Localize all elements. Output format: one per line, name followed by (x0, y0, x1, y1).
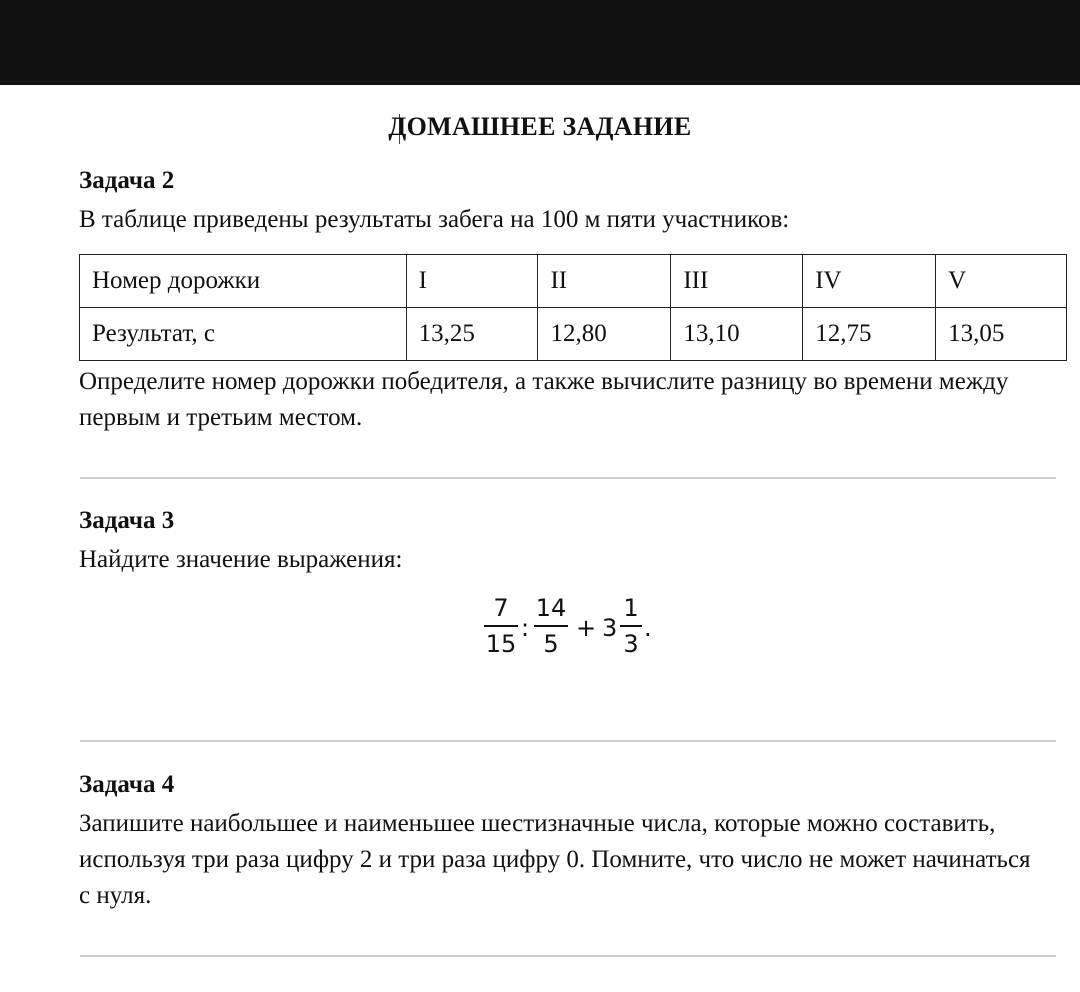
numerator: 1 (623, 594, 639, 622)
numerator: 7 (493, 594, 509, 622)
denominator: 5 (543, 630, 559, 658)
table-cell: 13,10 (671, 308, 803, 361)
table-cell: II (538, 255, 671, 308)
fraction-2 (534, 593, 568, 659)
table-row (80, 255, 1067, 308)
table-cell: III (671, 255, 803, 308)
fraction-3 (620, 593, 642, 659)
plus-sign: + (576, 614, 597, 642)
division-sign: : (521, 614, 530, 642)
math-expression (480, 593, 680, 668)
task3-heading: Задача 3 (79, 507, 175, 534)
task4-text: Запишите наибольшее и наименьшее шестизначные числа, которые можно составить, используя три раза цифру 2 и три раза цифру 0. Помните, что число не может начинаться с нуля. (79, 810, 1031, 909)
period: . (644, 614, 652, 642)
fraction-bar (484, 625, 518, 627)
task3-intro: Найдите значение выражения: (79, 546, 403, 573)
task2-intro: В таблице приведены результаты забега на 100 м пяти участников: (79, 206, 790, 233)
table-row (80, 308, 1067, 361)
table-cell: V (936, 255, 1067, 308)
section-divider (80, 740, 1056, 742)
section-divider (80, 477, 1056, 479)
table-cell: 12,80 (538, 308, 671, 361)
table-cell: 13,05 (936, 308, 1067, 361)
denominator: 3 (623, 630, 639, 658)
table-cell: 13,25 (406, 308, 538, 361)
task4-heading: Задача 4 (79, 771, 175, 798)
fraction-1 (484, 593, 518, 659)
fraction-bar (534, 625, 568, 627)
page-title: ДОМАШНЕЕ ЗАДАНИЕ (388, 112, 692, 141)
table-cell: IV (803, 255, 936, 308)
table-cell: I (406, 255, 538, 308)
task2-question: Определите номер дорожки победителя, а также вычислите разницу во времени между первым и третьим местом. (79, 368, 1009, 431)
numerator: 14 (535, 594, 567, 622)
fraction-bar (620, 625, 642, 627)
section-divider (80, 955, 1056, 957)
table-cell: Результат, с (80, 308, 407, 361)
whole-number: 3 (602, 614, 618, 642)
table-cell: 12,75 (803, 308, 936, 361)
denominator: 15 (485, 630, 517, 658)
task2-heading: Задача 2 (79, 167, 175, 194)
top-black-bar (0, 0, 1080, 85)
results-table (79, 254, 1067, 361)
table-cell: Номер дорожки (80, 255, 407, 308)
